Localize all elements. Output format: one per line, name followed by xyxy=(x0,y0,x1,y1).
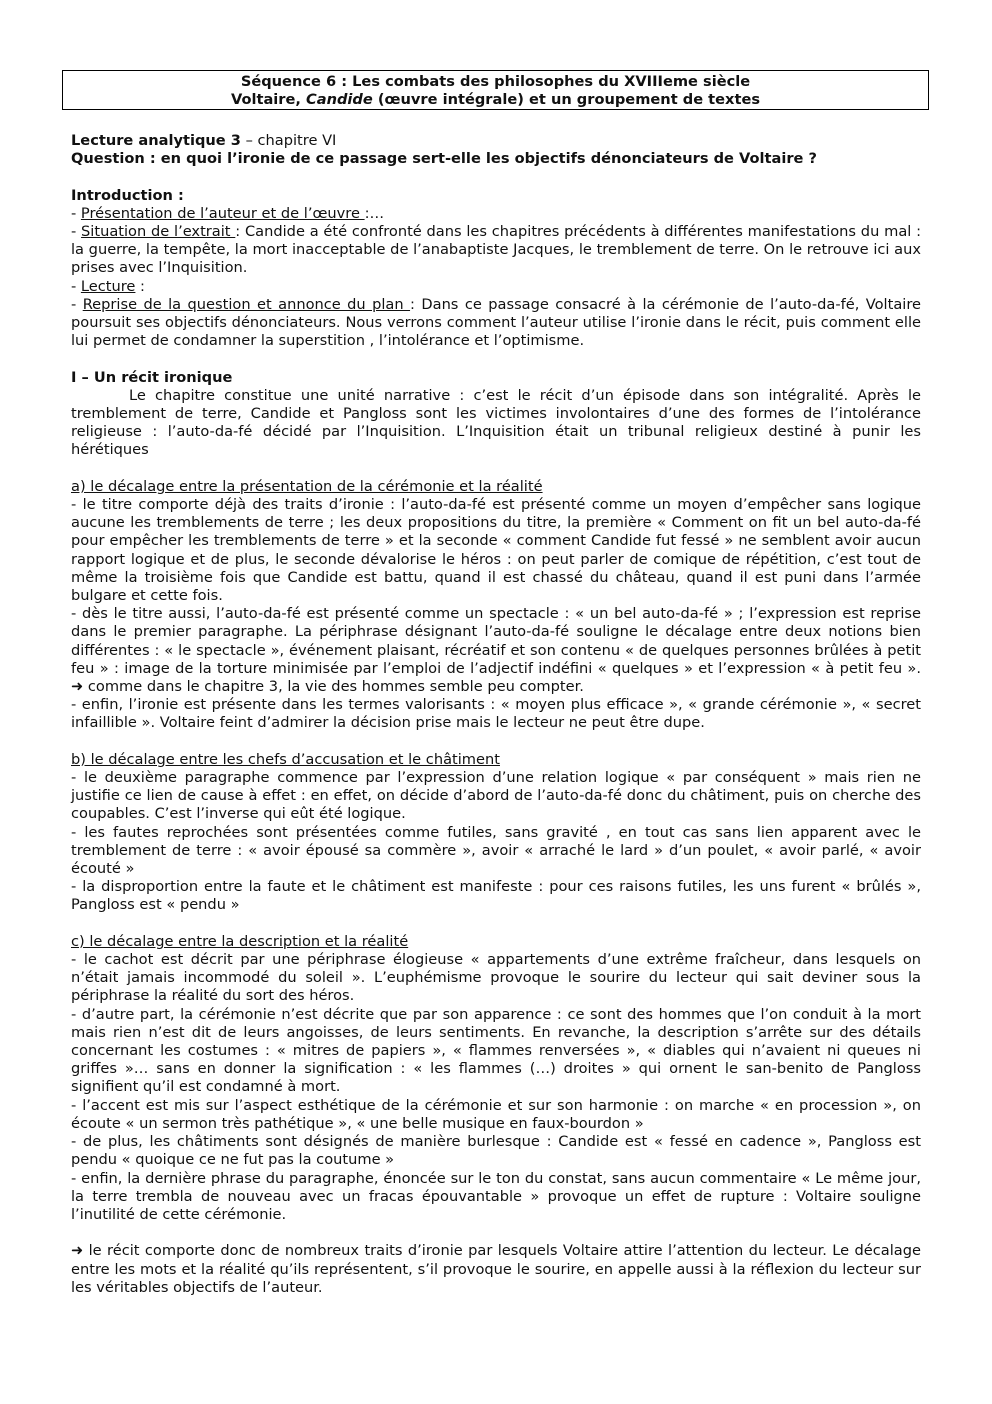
title-rest: (œuvre intégrale) et un groupement de textes xyxy=(372,91,761,108)
question-line: Question : en quoi l’ironie de ce passage sert-elle les objectifs dénonciateurs de Voltaire ? xyxy=(71,150,817,168)
section-c-p4: - de plus, les châtiments sont désignés de manière burlesque : Candide est « fessé en cadence », Pangloss est pendu « quoique ce ne fut pas la coutume » xyxy=(71,1133,921,1169)
section-c-p5: - enfin, la dernière phrase du paragraphe, énoncée sur le ton du constat, sans aucun commentaire « Le même jour, la terre trembla de nouveau avec un fracas épouvantable » provoque un effet de rupture : Voltaire souligne l’inutilité de cette cérémonie. xyxy=(71,1169,921,1223)
section-a-p3: - enfin, l’ironie est présente dans les termes valorisants : « moyen plus efficace », « grande cérémonie », « secret infaillible ». Voltaire feint d’admirer la décision prise mais le lecteur ne peut être dupe. xyxy=(71,696,921,732)
intro-item-1: - Présentation de l’auteur et de l’œuvre :… xyxy=(71,204,385,222)
intro-item-3: - Lecture : xyxy=(71,277,145,295)
section-c-p3: - l’accent est mis sur l’aspect esthétique de la cérémonie et sur son harmonie : on marche « en procession », on écoute « un sermon très pathétique », « une belle musique en faux-bourdon » xyxy=(71,1096,921,1132)
title-work: Candide xyxy=(306,91,373,108)
section-b-p2: - les fautes reprochées sont présentées comme futiles, sans gravité , en tout cas sans lien apparent avec le tremblement de terre : « avoir épousé sa commère », avoir « arraché le lard » d’un poulet, « avoir parlé, « avoir écouté » xyxy=(71,823,921,878)
title-box xyxy=(62,70,929,110)
section-c-heading: c) le décalage entre la description et la réalité xyxy=(71,932,409,950)
section-c-p2: - d’autre part, la cérémonie n’est décrite que par son apparence : ce sont des hommes que l’on conduit à la mort mais rien n’est dit de leurs angoisses, de leurs sentiments. En revanche, la description s’arrête sur des détails concernant les costumes : « mitres de papiers », « flammes renversées », « diables qui n’avaient ni queues ni griffes »… sans en donner la signification : « les flammes (…) droites » qui ornent le san-benito de Pangloss signifient qu’il est condamné à mort. xyxy=(71,1005,921,1096)
intro-item-4: - Reprise de la question et annonce du plan : Dans ce passage consacré à la cérémonie de l’auto-da-fé, Voltaire poursuit ses objectifs dénonciateurs. Nous verrons comment l’auteur utilise l’ironie dans le récit, puis comment elle lui permet de condamner la superstition , l’intolérance et l’optimisme. xyxy=(71,295,921,350)
lecture-line xyxy=(71,132,921,150)
section-b-p1: - le deuxième paragraphe commence par l’expression d’une relation logique « par conséquent » mais rien ne justifie ce lien de cause à effet : en effet, on décide d’abord de l’auto-da-fé donc du châtiment, puis on cherche des coupables. C’est l’inverse qui eût été logique. xyxy=(71,769,921,823)
part1-intro: Le chapitre constitue une unité narrative : c’est le récit d’un épisode dans son intégralité. Après le tremblement de terre, Candide et Pangloss sont les victimes involontaires d’une des formes de l’intolérance religieuse : l’auto-da-fé décidé par l’Inquisition. L’Inquisition était un tribunal religieux destiné à punir les hérétiques xyxy=(71,386,921,459)
title-author: Voltaire, xyxy=(230,91,307,108)
intro-item-2: - Situation de l’extrait : Candide a été confronté dans les chapitres précédents à différentes manifestations du mal : la guerre, la tempête, la mort inacceptable de l’anabaptiste Jacques, le tremblement de terre. On le retrouve ici aux prises avec l’Inquisition. xyxy=(71,223,922,277)
title-line-2 xyxy=(63,91,928,109)
section-a-heading: a) le décalage entre la présentation de la cérémonie et la réalité xyxy=(71,477,543,495)
conclusion-paragraph: ➜ le récit comporte donc de nombreux traits d’ironie par lesquels Voltaire attire l’attention du lecteur. Le décalage entre les mots et la réalité qu’ils représentent, s’il provoque le sourire, en appelle aussi à la réflexion du lecteur sur les véritables objectifs de l’auteur. xyxy=(71,1242,921,1296)
document-body xyxy=(71,132,921,1297)
part1-heading: I – Un récit ironique xyxy=(71,368,233,386)
section-b-p3: - la disproportion entre la faute et le châtiment est manifeste : pour ces raisons futiles, les uns furent « brûlés », Pangloss est « pendu » xyxy=(71,878,921,914)
section-a-p1: - le titre comporte déjà des traits d’ironie : l’auto-da-fé est présenté comme un moyen d’empêcher sans logique aucune les tremblements de terre ; les deux propositions du titre, la première « Comment on fit un bel auto-da-fé pour empêcher les tremblements de terre » et la seconde « comment Candide fut fessé » ne semblent avoir aucun rapport logique et de plus, le seconde dévalorise le héros : on peut parler de comique de répétition, c’est tout de même la troisième fois que Candide est battu, quand il est chassé du château, quand il est puni dans l’armée bulgare et cette fois. xyxy=(71,496,921,605)
section-b-heading: b) le décalage entre les chefs d’accusation et le châtiment xyxy=(71,750,500,768)
section-c-p1: - le cachot est décrit par une périphrase élogieuse « appartements d’une extrême fraîcheur, dans lesquels on n’était jamais incommodé du soleil ». L’euphémisme provoque le sourire du lecteur qui sait deviner sous la périphrase la réalité du sort des héros. xyxy=(71,951,921,1005)
lecture-label: Lecture analytique 3 xyxy=(71,132,241,149)
intro-heading: Introduction : xyxy=(71,186,184,204)
section-a-p2: - dès le titre aussi, l’auto-da-fé est présenté comme un spectacle : « un bel auto-da-fé » ; l’expression est reprise dans le premier paragraphe. La périphrase désignant l’auto-da-fé souligne le décalage entre deux notions bien différentes : « le spectacle », événement plaisant, récréatif et son contenu « de quelques personnes brûlées à petit feu » : image de la torture minimisée par l’emploi de l’adjectif indéfini « quelques » et l’expression « à petit feu ». ➜ comme dans le chapitre 3, la vie des hommes semble peu compter. xyxy=(71,605,921,696)
title-line-1: Séquence 6 : Les combats des philosophes du XVIIIeme siècle xyxy=(240,73,751,90)
lecture-chapter: – chapitre VI xyxy=(240,132,337,149)
